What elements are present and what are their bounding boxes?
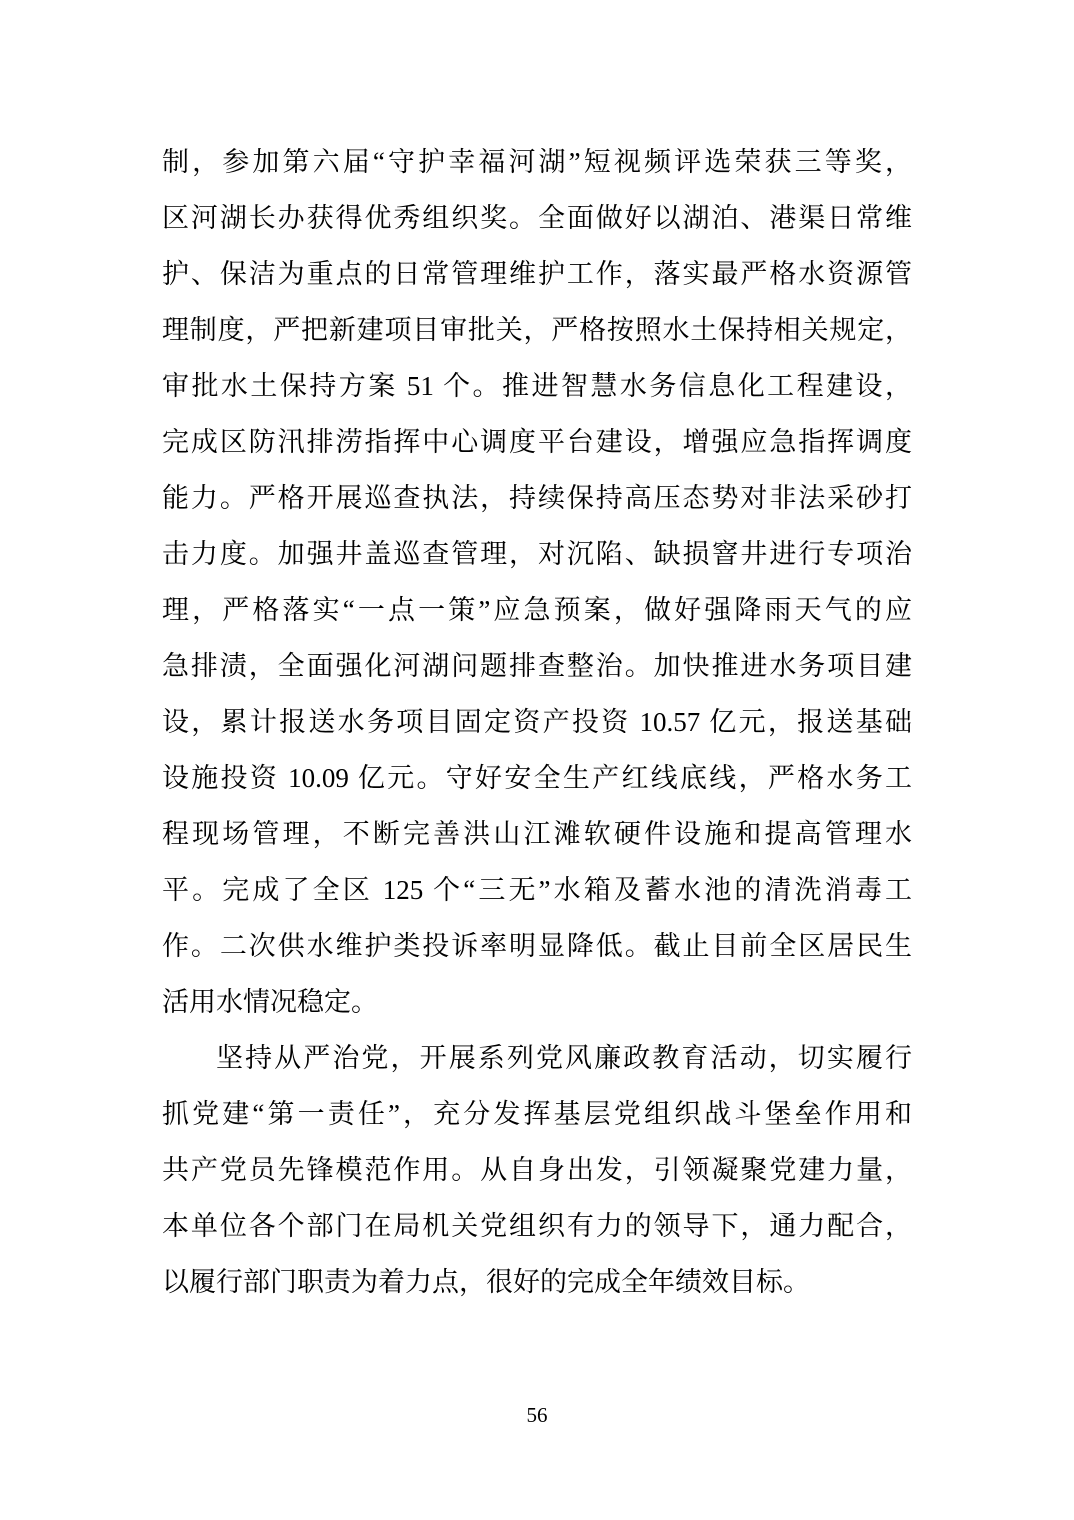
text-line: 区河湖长办获得优秀组织奖。全面做好以湖泊、港渠日常维 bbox=[162, 203, 912, 233]
text-line: 急排渍，全面强化河湖问题排查整治。加快推进水务项目建 bbox=[162, 651, 912, 681]
text-line: 本单位各个部门在局机关党组织有力的领导下，通力配合， bbox=[162, 1211, 912, 1241]
text-line: 击力度。加强井盖巡查管理，对沉陷、缺损窨井进行专项治 bbox=[162, 539, 912, 569]
text-line: 审批水土保持方案 51 个。推进智慧水务信息化工程建设， bbox=[162, 371, 912, 401]
text-line: 平。完成了全区 125 个“三无”水箱及蓄水池的清洗消毒工 bbox=[162, 875, 912, 905]
text-line: 共产党员先锋模范作用。从自身出发，引领凝聚党建力量， bbox=[162, 1155, 912, 1185]
page-number: 56 bbox=[526, 1403, 548, 1427]
text-line: 坚持从严治党，开展系列党风廉政教育活动，切实履行 bbox=[216, 1043, 912, 1073]
text-line: 能力。严格开展巡查执法，持续保持高压态势对非法采砂打 bbox=[162, 483, 912, 513]
text-line: 设，累计报送水务项目固定资产投资 10.57 亿元，报送基础 bbox=[162, 707, 912, 737]
text-line: 程现场管理，不断完善洪山江滩软硬件设施和提高管理水 bbox=[162, 819, 912, 849]
text-line: 护、保洁为重点的日常管理维护工作，落实最严格水资源管 bbox=[162, 259, 912, 289]
text-line: 活用水情况稳定。 bbox=[162, 987, 378, 1017]
text-line: 以履行部门职责为着力点，很好的完成全年绩效目标。 bbox=[162, 1267, 810, 1297]
text-line: 制，参加第六届“守护幸福河湖”短视频评选荣获三等奖， bbox=[162, 147, 912, 177]
text-line: 完成区防汛排涝指挥中心调度平台建设，增强应急指挥调度 bbox=[162, 427, 912, 457]
text-line: 抓党建“第一责任”，充分发挥基层党组织战斗堡垒作用和 bbox=[162, 1099, 912, 1129]
text-line: 作。二次供水维护类投诉率明显降低。截止目前全区居民生 bbox=[162, 931, 912, 961]
text-line: 理制度，严把新建项目审批关，严格按照水土保持相关规定， bbox=[162, 315, 912, 345]
text-line: 理，严格落实“一点一策”应急预案，做好强降雨天气的应 bbox=[162, 595, 912, 625]
document-body bbox=[162, 134, 912, 1310]
text-line: 设施投资 10.09 亿元。守好安全生产红线底线，严格水务工 bbox=[162, 763, 912, 793]
